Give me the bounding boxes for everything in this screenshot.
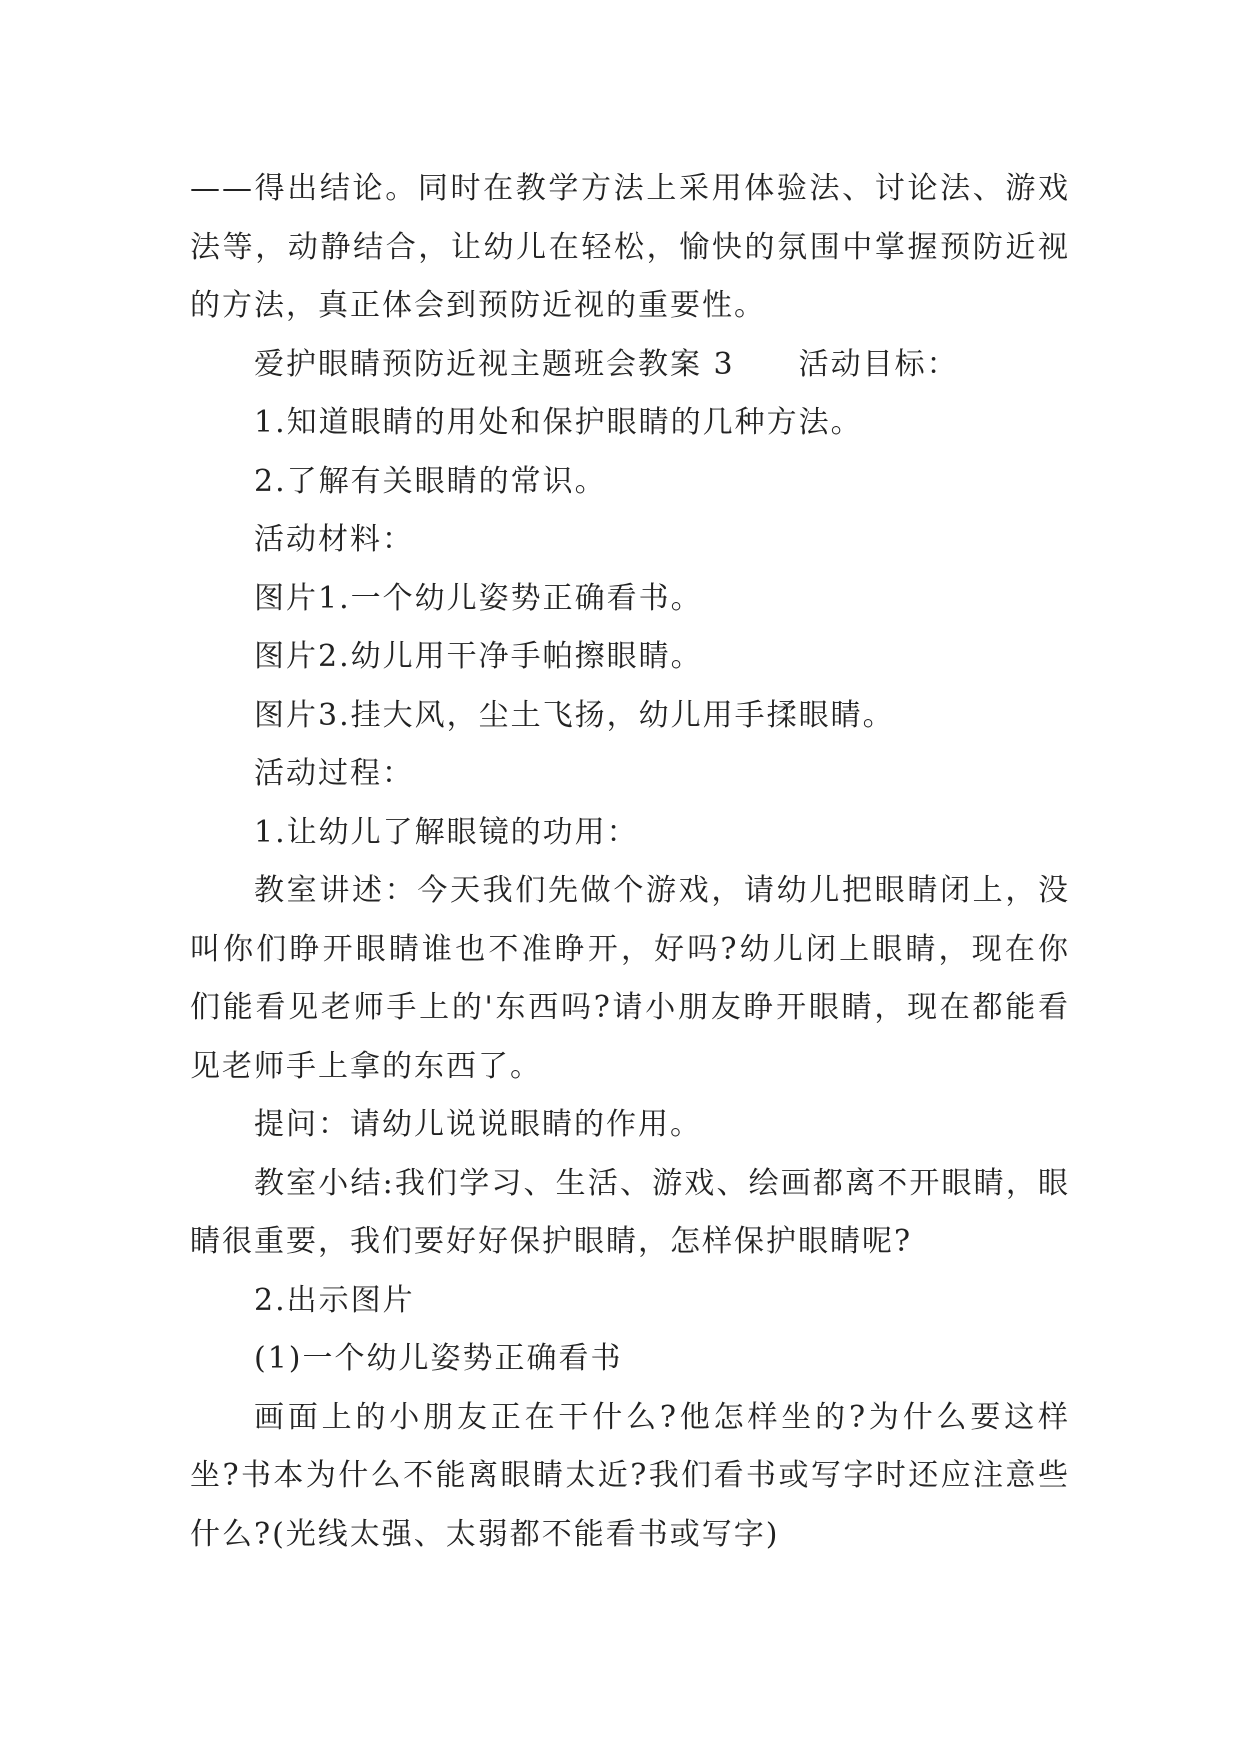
paragraph-teacher-summary: 教室小结:我们学习、生活、游戏、绘画都离不开眼睛，眼睛很重要，我们要好好保护眼睛，怎样保护眼睛呢? (190, 1165, 1070, 1259)
paragraph-goal-2: 2.了解有关眼睛的常识。 (254, 463, 607, 499)
paragraph-material-1: 图片1.一个幼儿姿势正确看书。 (254, 580, 703, 616)
paragraph-question: 提问：请幼儿说说眼睛的作用。 (254, 1107, 702, 1142)
paragraph-materials-heading: 活动材料： (254, 522, 414, 557)
paragraph-picture-1: (1)一个幼儿姿势正确看书 (254, 1341, 623, 1376)
paragraph-lesson-title: 爱护眼睛预防近视主题班会教案 3 活动目标： (254, 346, 959, 382)
paragraph-step-2: 2.出示图片 (254, 1282, 415, 1318)
paragraph-process-heading: 活动过程： (254, 756, 414, 791)
paragraph-step-1: 1.让幼儿了解眼镜的功用： (254, 814, 639, 850)
paragraph-conclusion: ——得出结论。同时在教学方法上采用体验法、讨论法、游戏法等，动静结合，让幼儿在轻松，愉快的氛围中掌握预防近视的方法，真正体会到预防近视的重要性。 (190, 171, 1070, 323)
paragraph-teacher-narration: 教室讲述：今天我们先做个游戏，请幼儿把眼睛闭上，没叫你们睁开眼睛谁也不准睁开，好吗?幼儿闭上眼睛，现在你们能看见老师手上的'东西吗?请小朋友睁开眼睛，现在都能看见老师手上拿的东西了。 (190, 873, 1070, 1084)
paragraph-goal-1: 1.知道眼睛的用处和保护眼睛的几种方法。 (254, 405, 863, 440)
paragraph-material-3: 图片3.挂大风，尘土飞扬，幼儿用手揉眼睛。 (254, 697, 895, 733)
paragraph-material-2: 图片2.幼儿用干净手帕擦眼睛。 (254, 639, 703, 674)
document-body (190, 160, 1070, 1564)
paragraph-picture-questions: 画面上的小朋友正在干什么?他怎样坐的?为什么要这样坐?书本为什么不能离眼睛太近?我们看书或写字时还应注意些什么?(光线太强、太弱都不能看书或写字) (190, 1399, 1070, 1552)
